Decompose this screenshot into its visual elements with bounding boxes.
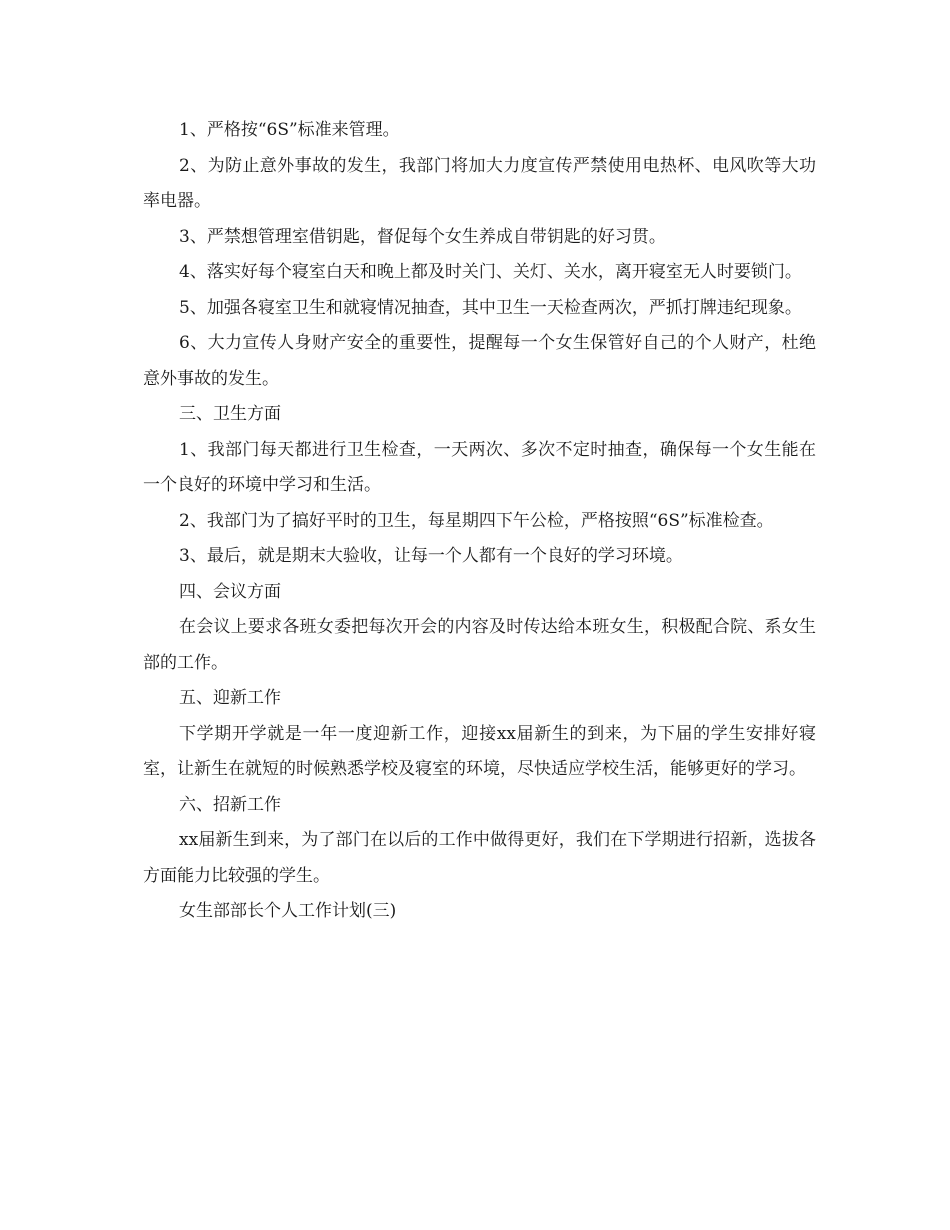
document-body (143, 113, 816, 930)
paragraph-meetings: 在会议上要求各班女委把每次开会的内容及时传达给本班女生，积极配合院、系女生部的工作。 (143, 617, 816, 673)
paragraph-rule-1: 1、严格按“6S”标准来管理。 (179, 120, 400, 140)
paragraph-rule-5: 5、加强各寝室卫生和就寝情况抽查，其中卫生一天检查两次，严抓打牌违纪现象。 (179, 297, 802, 318)
paragraph-hygiene-2: 2、我部门为了搞好平时的卫生，每星期四下午公检，严格按照“6S”标准检查。 (179, 510, 774, 531)
paragraph-rule-3: 3、严禁想管理室借钥匙，督促每个女生养成自带钥匙的好习贯。 (179, 226, 666, 247)
section-heading-hygiene: 三、卫生方面 (179, 404, 281, 424)
section-heading-welcome: 五、迎新工作 (179, 688, 281, 708)
section-heading-meetings: 四、会议方面 (179, 581, 281, 602)
paragraph-welcome: 下学期开学就是一年一度迎新工作，迎接xx届新生的到来，为下届的学生安排好寝室，让新生在就短的时候熟悉学校及寝室的环境，尽快适应学校生活，能够更好的学习。 (143, 723, 816, 779)
paragraph-rule-6: 6、大力宣传人身财产安全的重要性，提醒每一个女生保管好自己的个人财产，杜绝意外事故的发生。 (143, 333, 816, 389)
paragraph-recruitment: xx届新生到来，为了部门在以后的工作中做得更好，我们在下学期进行招新，选拔各方面能力比较强的学生。 (143, 830, 816, 886)
paragraph-hygiene-3: 3、最后，就是期末大验收，让每一个人都有一个良好的学习环境。 (179, 546, 683, 566)
paragraph-hygiene-1: 1、我部门每天都进行卫生检查，一天两次、多次不定时抽查，确保每一个女生能在一个良好的环境中学习和生活。 (143, 439, 816, 495)
paragraph-rule-4: 4、落实好每个寝室白天和晚上都及时关门、关灯、关水，离开寝室无人时要锁门。 (179, 262, 802, 282)
section-heading-recruitment: 六、招新工作 (179, 794, 281, 815)
paragraph-rule-2: 2、为防止意外事故的发生，我部门将加大力度宣传严禁使用电热杯、电风吹等大功率电器。 (143, 155, 816, 211)
document-subtitle: 女生部部长个人工作计划(三) (179, 901, 397, 921)
